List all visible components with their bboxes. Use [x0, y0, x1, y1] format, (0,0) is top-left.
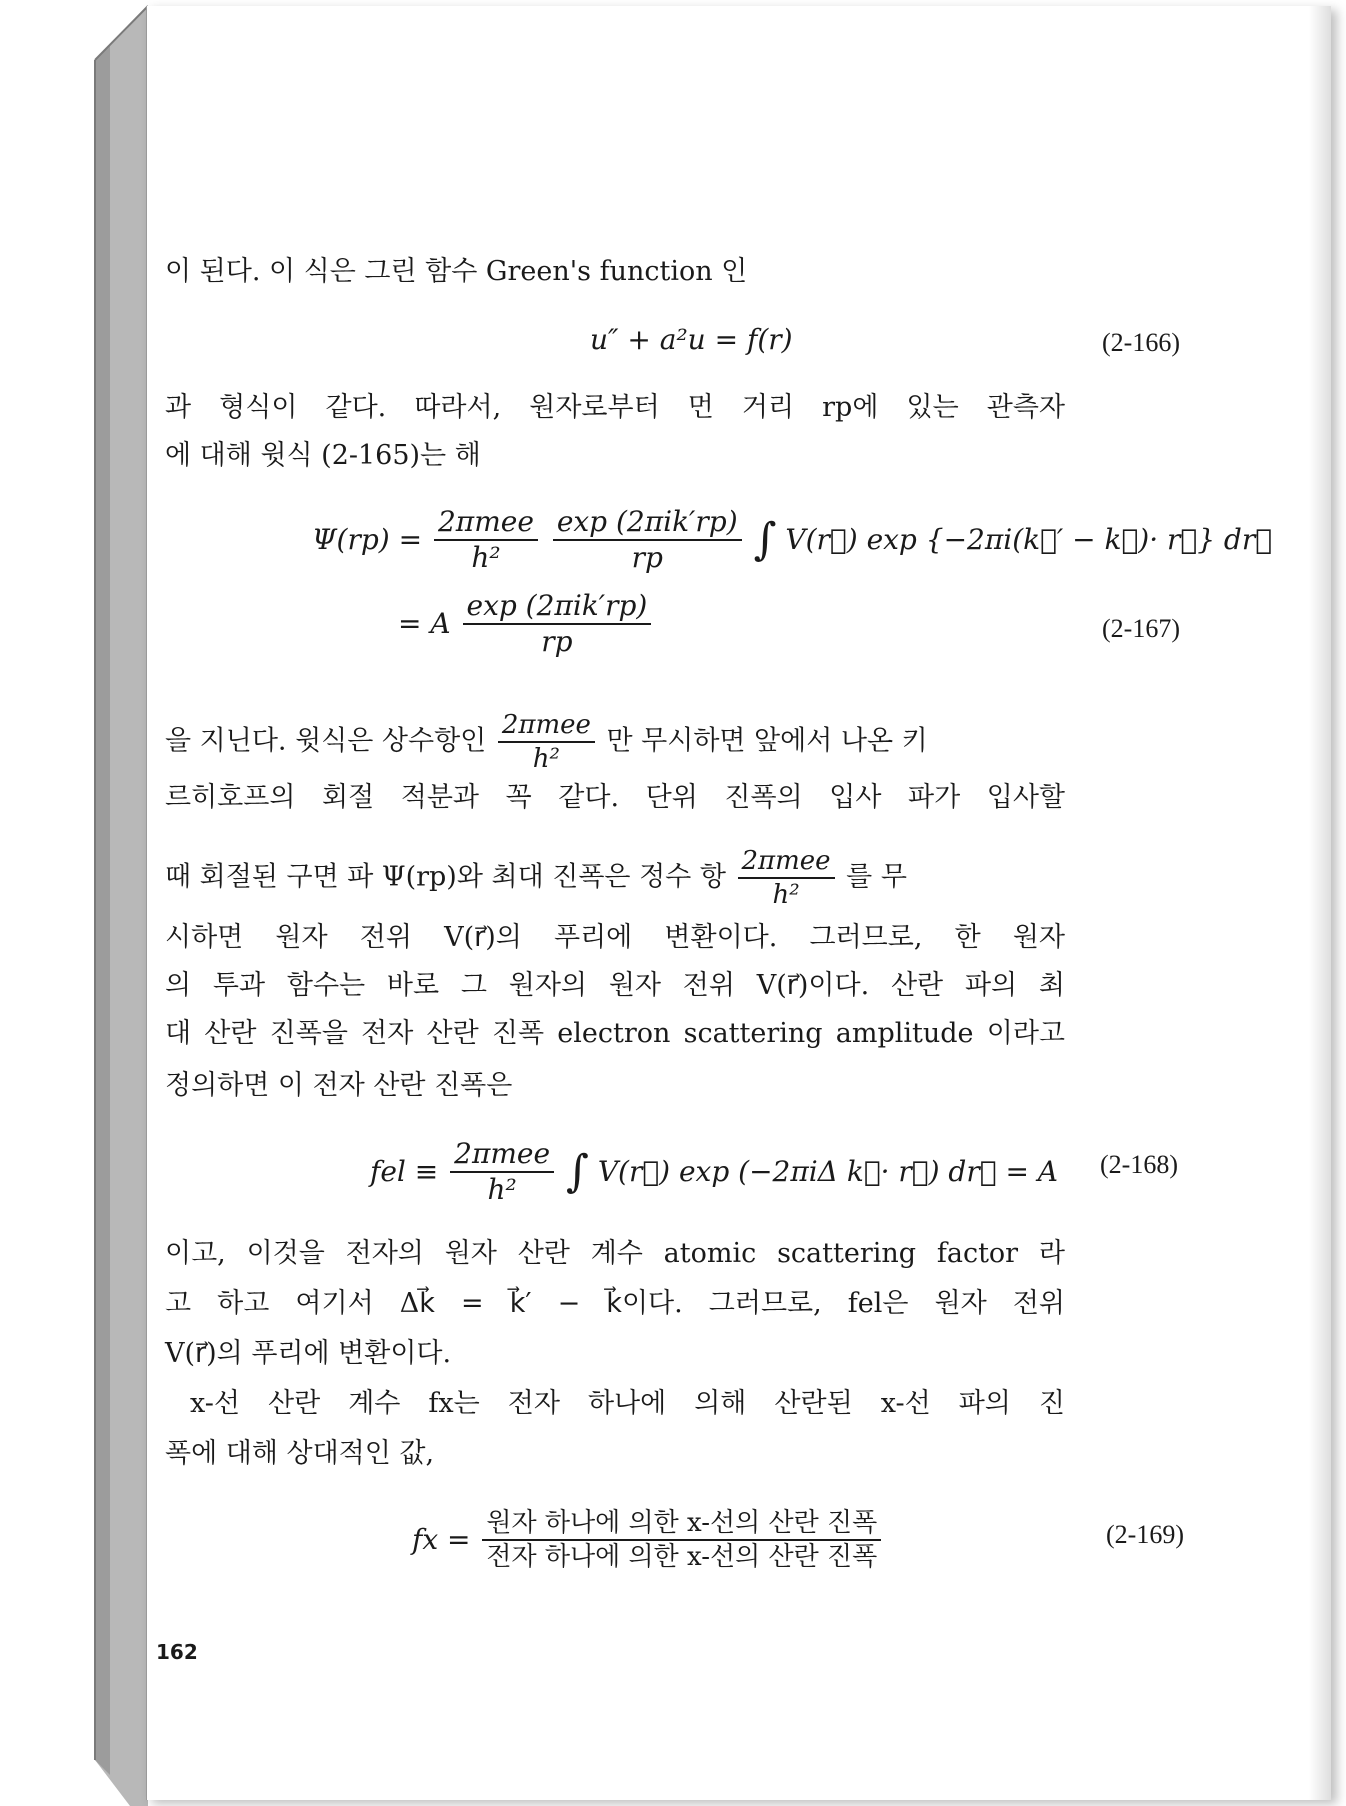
equation-2-167-line2 — [398, 589, 654, 658]
text-fragment: 를 무 — [846, 861, 907, 893]
fraction — [738, 848, 835, 908]
text-line: 의 투과 함수는 바로 그 원자의 원자 전위 V(r⃗)이다. 산란 파의 최 — [165, 970, 1065, 1001]
integral-sign: ∫ — [753, 514, 777, 565]
equation-2-167-line1 — [312, 505, 1273, 574]
fraction — [498, 712, 595, 772]
text-line: 정의하면 이 전자 산란 진폭은 — [165, 1070, 513, 1101]
fraction-denominator: h² — [471, 541, 501, 574]
text-line: V(r⃗)의 푸리에 변환이다. — [165, 1338, 452, 1369]
text-line — [165, 848, 907, 908]
text-fragment: 만 무시하면 앞에서 나온 키 — [606, 725, 928, 757]
equation-number: (2-167) — [1102, 614, 1180, 643]
equation-number: (2-168) — [1100, 1150, 1178, 1179]
fraction-numerator: 2πmee — [450, 1140, 554, 1173]
text-line: 시하면 원자 전위 V(r⃗)의 푸리에 변환이다. 그러므로, 한 원자 — [165, 922, 1065, 953]
fraction-numerator: 원자 하나에 의한 x-선의 산란 진폭 — [482, 1510, 881, 1541]
equation-number: (2-169) — [1106, 1520, 1184, 1549]
text-line — [165, 712, 928, 772]
fraction-denominator: h² — [772, 880, 800, 910]
fraction — [434, 505, 538, 574]
fraction-denominator: rp — [631, 541, 663, 574]
fraction-denominator: rp — [541, 625, 573, 658]
text-line: x-선 산란 계수 fx는 전자 하나에 의해 산란된 x-선 파의 진 — [190, 1388, 1065, 1419]
equation-2-166: u″ + a²u = f(r) — [590, 323, 793, 356]
fraction — [463, 589, 652, 658]
equation-lhs: = A — [398, 607, 451, 640]
fraction-denominator: h² — [487, 1173, 517, 1206]
integrand: V(r⃗) exp (−2πiΔ k⃗· r⃗) dr⃗ = A — [597, 1155, 1059, 1188]
fraction — [553, 505, 742, 574]
text-line: 르히호프의 회절 적분과 꼭 같다. 단위 진폭의 입사 파가 입사할 — [165, 782, 1065, 813]
text-line: 폭에 대해 상대적인 값, — [165, 1438, 435, 1469]
integrand: V(r⃗) exp {−2πi(k⃗′ − k⃗)· r⃗} dr⃗ — [785, 523, 1273, 556]
fraction-numerator: 2πmee — [434, 508, 538, 541]
fraction-numerator: exp (2πik′rp) — [553, 508, 742, 541]
text-fragment: 을 지닌다. 윗식은 상수항인 — [165, 725, 487, 757]
text-fragment: 때 회절된 구면 파 Ψ(rp)와 최대 진폭은 정수 항 — [165, 861, 726, 893]
page-edge-shadow — [1309, 6, 1331, 1800]
equation-lhs: fx = — [412, 1523, 471, 1556]
fraction-denominator: h² — [532, 744, 560, 774]
equation-number: (2-166) — [1102, 328, 1180, 357]
text-line: 고 하고 여기서 Δk⃗ = k⃗′ − k⃗이다. 그러므로, fel은 원자 전위 — [165, 1288, 1065, 1319]
text-line: 이 된다. 이 식은 그린 함수 Green's function 인 — [165, 256, 748, 287]
text-line: 과 형식이 같다. 따라서, 원자로부터 먼 거리 rp에 있는 관측자 — [165, 392, 1065, 423]
book-spine — [0, 0, 150, 1806]
fraction — [450, 1137, 554, 1206]
integral-sign: ∫ — [565, 1146, 589, 1197]
fraction-numerator: 2πmee — [738, 848, 835, 879]
equation-2-169 — [412, 1510, 884, 1570]
text-line: 에 대해 윗식 (2-165)는 해 — [165, 440, 481, 471]
fraction-numerator: 2πmee — [498, 712, 595, 743]
page-number: 162 — [156, 1640, 198, 1664]
fraction-denominator: 전자 하나에 의한 x-선의 산란 진폭 — [486, 1542, 878, 1572]
fraction — [482, 1510, 881, 1570]
equation-lhs: fel ≡ — [370, 1155, 439, 1188]
equation-2-168 — [370, 1137, 1059, 1206]
equation-lhs: Ψ(rp) = — [312, 523, 423, 556]
fraction-numerator: exp (2πik′rp) — [463, 592, 652, 625]
text-line: 대 산란 진폭을 전자 산란 진폭 electron scattering amplitude 이라고 — [165, 1018, 1065, 1049]
text-line: 이고, 이것을 전자의 원자 산란 계수 atomic scattering factor 라 — [165, 1238, 1065, 1269]
